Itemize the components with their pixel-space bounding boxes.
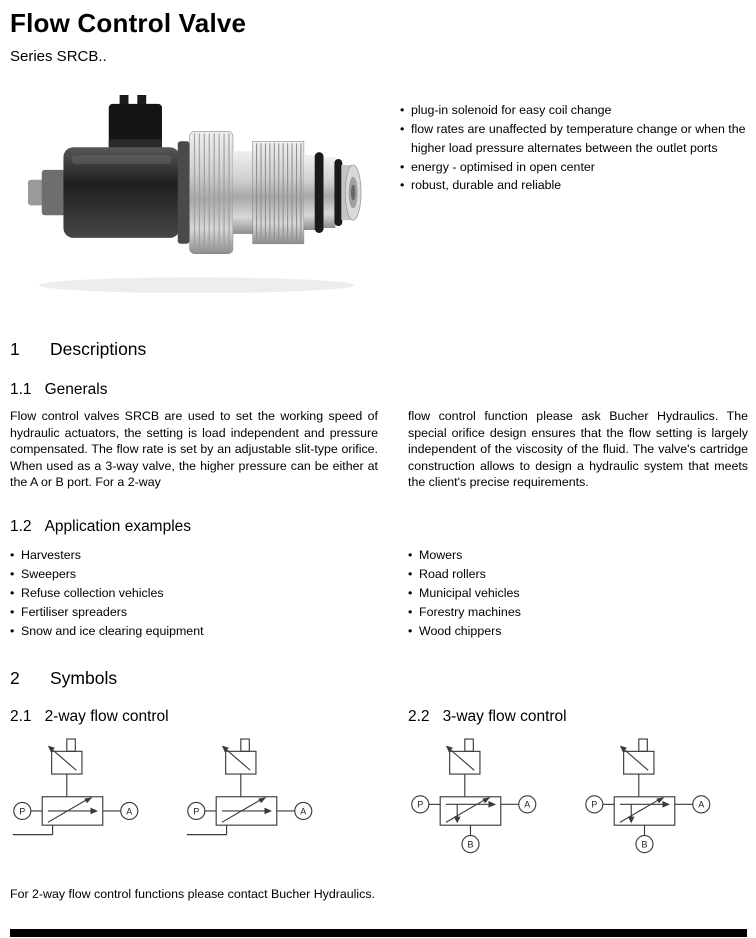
- applications-list-left: [10, 546, 378, 642]
- application-item: • Sweepers: [10, 565, 378, 584]
- subsection-number: 1.1: [10, 381, 32, 398]
- symbols-diagrams: [10, 738, 748, 866]
- subsection-title: Application examples: [44, 517, 192, 535]
- applications-list-right: [408, 546, 748, 642]
- port-label-b: B: [467, 839, 474, 850]
- subsection-number: 1.2: [10, 517, 32, 535]
- feature-item: • flow rates are unaffected by temperature change or when the higher load pressure alternates between the outlet ports: [398, 120, 748, 158]
- application-item: • Forestry machines: [408, 603, 748, 622]
- bottom-bar: [10, 929, 747, 937]
- subsection-number: 2.2: [408, 707, 430, 725]
- application-item: • Refuse collection vehicles: [10, 584, 378, 603]
- hydraulic-symbol-3way: [408, 738, 550, 866]
- application-item: • Harvesters: [10, 546, 378, 565]
- 3way-symbol-pair: [408, 738, 748, 866]
- subsection-3way-heading: [408, 708, 748, 726]
- section-title: Symbols: [50, 667, 118, 688]
- hydraulic-symbol-2way: [184, 738, 326, 847]
- port-label-a: A: [126, 805, 133, 816]
- port-label-a: A: [698, 799, 705, 810]
- subsection-title: Generals: [44, 381, 108, 398]
- section-number: 1: [10, 339, 20, 359]
- subsection-2way-heading: [10, 708, 378, 726]
- application-item: • Fertiliser spreaders: [10, 603, 378, 622]
- subsection-title: 3-way flow control: [442, 707, 567, 725]
- hydraulic-symbol-2way: [10, 738, 152, 847]
- section-descriptions-heading: [10, 339, 748, 360]
- port-label-b: B: [641, 839, 648, 850]
- subsection-title: 2-way flow control: [44, 707, 169, 725]
- product-photo: [10, 85, 398, 297]
- application-item: • Road rollers: [408, 565, 748, 584]
- symbols-subheadings: [10, 708, 748, 726]
- feature-item: • plug-in solenoid for easy coil change: [398, 101, 748, 120]
- application-item: • Mowers: [408, 546, 748, 565]
- port-label-p: P: [19, 805, 26, 816]
- page-title: Flow Control Valve: [10, 8, 247, 38]
- hero-section: [10, 85, 748, 297]
- port-label-a: A: [524, 799, 531, 810]
- section-number: 2: [10, 667, 20, 688]
- port-label-p: P: [193, 805, 200, 816]
- section-symbols-heading: [10, 668, 748, 689]
- valve-photo-illustration: [24, 95, 364, 297]
- application-item: • Wood chippers: [408, 622, 748, 641]
- generals-paragraph-left: Flow control valves SRCB are used to set the working speed of hydraulic actuators, the setting is load independent and pressure compensated. The flow rate is set by an adjustable slit-type orifice. When used as a 3-way valve, the higher pressure can be either at the A or B port. For a 2-way: [10, 409, 378, 489]
- port-label-p: P: [591, 799, 598, 810]
- applications-lists: [10, 546, 748, 642]
- subsection-generals-heading: [10, 381, 748, 399]
- 2way-symbol-pair: [10, 738, 378, 866]
- feature-item: • robust, durable and reliable: [398, 176, 748, 195]
- generals-paragraph-right: flow control function please ask Bucher Hydraulics. The special orifice design ensures that the flow setting is largely independent of the viscosity of the fluid. The valve's cartridge construction allows to design a hydraulic system that meets the client's precise requirements.: [408, 409, 748, 489]
- feature-item: • energy - optimised in open center: [398, 158, 748, 177]
- page-subtitle: Series SRCB..: [10, 48, 107, 65]
- hydraulic-symbol-3way: [582, 738, 724, 866]
- application-item: • Municipal vehicles: [408, 584, 748, 603]
- application-item: • Snow and ice clearing equipment: [10, 622, 378, 641]
- subsection-applications-heading: [10, 518, 748, 536]
- subsection-number: 2.1: [10, 707, 32, 725]
- generals-body: [10, 408, 748, 491]
- section-title: Descriptions: [50, 339, 147, 359]
- port-label-p: P: [417, 799, 424, 810]
- port-label-a: A: [300, 805, 307, 816]
- footer-note: For 2-way flow control functions please contact Bucher Hydraulics.: [10, 886, 375, 901]
- feature-list: [398, 85, 748, 297]
